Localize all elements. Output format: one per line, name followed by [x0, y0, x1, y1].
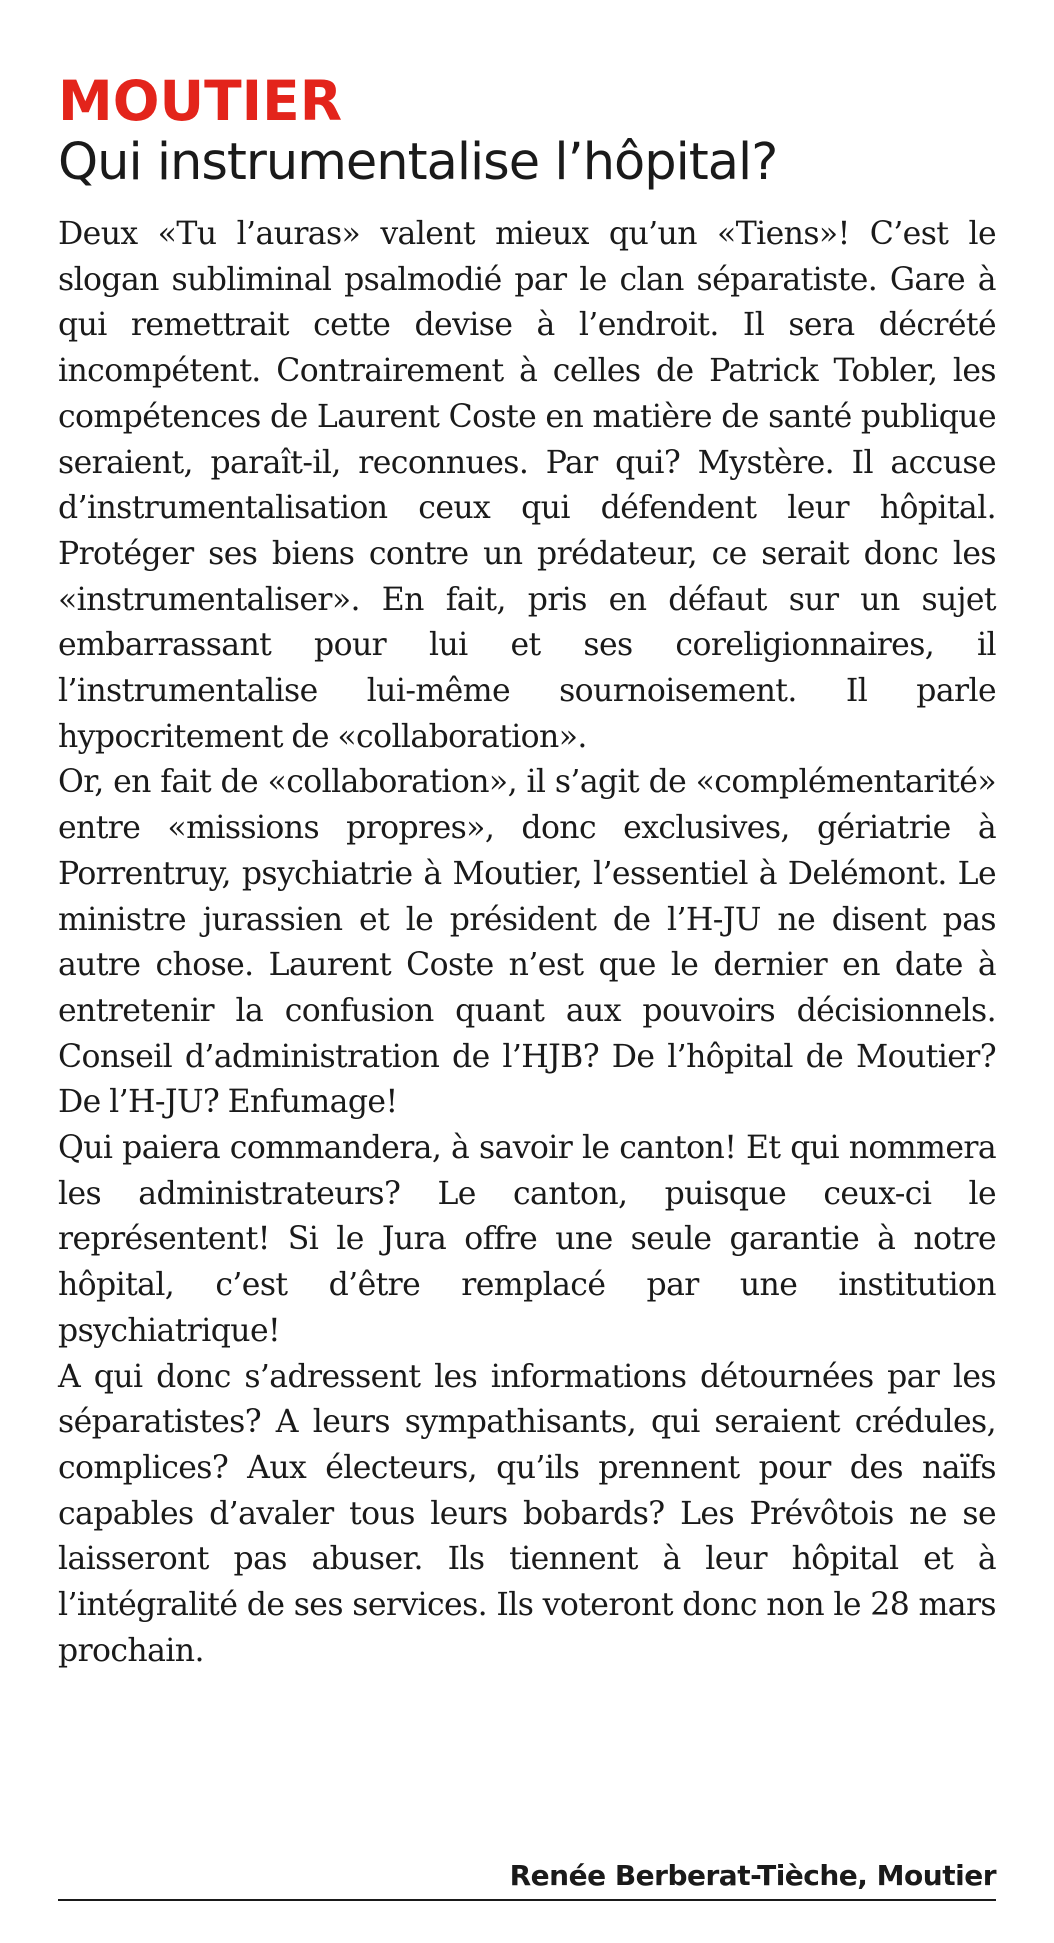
article-headline: Qui instrumentalise l’hôpital?	[58, 133, 778, 192]
paragraph-4: A qui donc s’adressent les informations détournées par les séparatistes? A leurs sympathisants, qui seraient crédules, complices? Aux électeurs, qu’ils prennent pour des naïfs capables d’avaler tous leurs bobards? Les Prévôtois ne se laisseront pas abuser. Ils tiennent à leur hôpital et à l’intégralité de ses services. Ils voteront donc non le 28 mars prochain.	[58, 1358, 996, 1669]
paragraph-1: Deux «Tu l’auras» valent mieux qu’un «Tiens»! C’est le slogan subliminal psalmodié par le clan séparatiste. Gare à qui remettrait cette devise à l’endroit. Il sera décrété incompétent. Contrairement à celles de Patrick Tobler, les compétences de Laurent Coste en matière de santé publique seraient, paraît-il, reconnues. Par qui? Mystère. Il accuse d’instrumentalisation ceux qui défendent leur hôpital. Protéger ses biens contre un prédateur, ce serait donc les «instrumentaliser». En fait, pris en défaut sur un sujet embarrassant pour lui et ses coreligionnaires, il l’instrumentalise lui-même sournoisement. Il parle hypocritement de «collaboration».	[58, 216, 996, 755]
bottom-divider	[58, 1899, 996, 1901]
author-signature: Renée Berberat-Tièche, Moutier	[509, 1859, 996, 1892]
location-kicker: MOUTIER	[58, 69, 343, 133]
letter-article	[58, 70, 996, 1675]
paragraph-3: Qui paiera commandera, à savoir le canton! Et qui nommera les administrateurs? Le canton, puisque ceux-ci le représentent! Si le Jura offre une seule garantie à notre hôpital, c’est d’être remplacé par une institution psychiatrique!	[58, 1130, 996, 1349]
paragraph-2: Or, en fait de «collaboration», il s’agit de «complémentarité» entre «missions propres», donc exclusives, gériatrie à Porrentruy, psychiatrie à Moutier, l’essentiel à Delémont. Le ministre jurassien et le président de l’H-JU ne disent pas autre chose. Laurent Coste n’est que le dernier en date à entretenir la confusion quant aux pouvoirs décisionnels. Conseil d’administration de l’HJB? De l’hôpital de Moutier? De l’H-JU? Enfumage!	[58, 764, 996, 1121]
article-body	[58, 212, 996, 1675]
